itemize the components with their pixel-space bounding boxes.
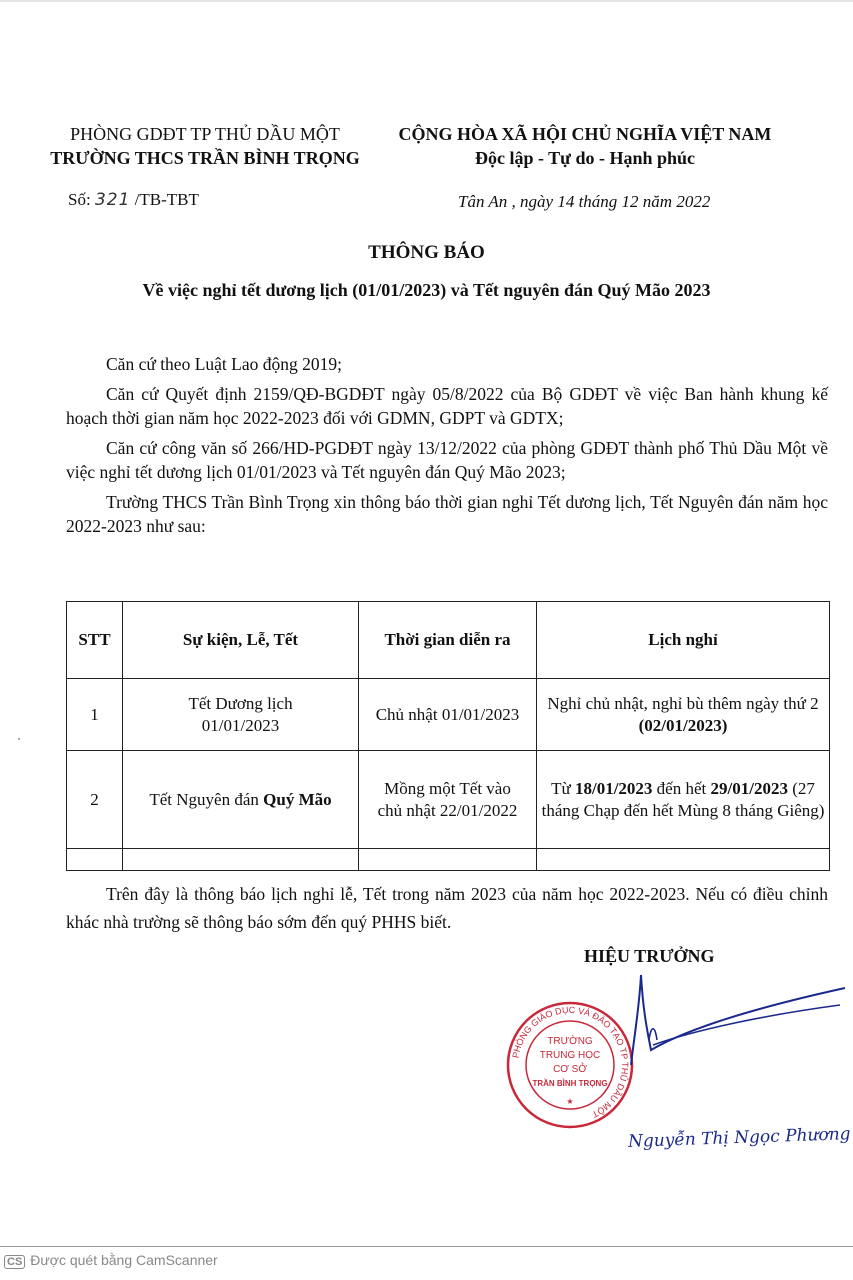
org-line-2: TRƯỜNG THCS TRẦN BÌNH TRỌNG: [50, 148, 360, 168]
national-motto: [380, 122, 790, 170]
row1-event: [123, 679, 359, 751]
scanner-divider: [0, 1246, 853, 1247]
nation-line-1: CỘNG HÒA XÃ HỘI CHỦ NGHĨA VIỆT NAM: [398, 124, 772, 144]
table-row: [67, 679, 830, 751]
empty-cell: [67, 849, 123, 871]
row2-event-bold: Quý Mão: [263, 789, 332, 809]
issuing-organization: [40, 122, 370, 170]
scan-speck: [18, 738, 20, 740]
stamp-star-icon: ★: [566, 1097, 574, 1106]
row1-schedule-date: (02/01/2023): [638, 715, 728, 735]
principal-name: Nguyễn Thị Ngọc Phương: [627, 1124, 851, 1152]
row1-time: Chủ nhật 01/01/2023: [359, 679, 537, 751]
row2-sched-end: 29/01/2023: [710, 778, 788, 798]
row2-sched-from: Từ: [551, 778, 575, 798]
closing-text: Trên đây là thông báo lịch nghỉ lễ, Tết trong năm 2023 của năm học 2022-2023. Nếu có điều chỉnh khác nhà trường sẽ thông báo sớm đến quý PHHS biết.: [66, 884, 828, 932]
body-paragraph-4: Trường THCS Trần Bình Trọng xin thông báo thời gian nghỉ Tết dương lịch, Tết Nguyên đán năm học 2022-2023 như sau:: [66, 492, 828, 536]
stamp-line-4: TRẦN BÌNH TRỌNG: [532, 1079, 608, 1088]
row2-sched-start: 18/01/2023: [574, 778, 653, 798]
header-schedule: Lịch nghỉ: [537, 602, 830, 679]
table-row-empty: [67, 849, 830, 871]
stamp-line-3: CƠ SỞ: [553, 1064, 587, 1075]
nation-line-2: Độc lập - Tự do - Hạnh phúc: [474, 148, 696, 168]
header-time: Thời gian diễn ra: [359, 602, 537, 679]
row2-time-line2: chủ nhật 22/01/2022: [377, 800, 518, 820]
stamp-ring-text: PHÒNG GIÁO DỤC VÀ ĐÀO TẠO TP THỦ DẦU MỘT: [510, 1004, 631, 1120]
table-row: [67, 751, 830, 849]
document-body: [66, 352, 828, 544]
row2-sched-note: (27 tháng Chạp đến hết Mùng 8 tháng Giêng): [541, 778, 825, 820]
camscanner-watermark: [4, 1252, 218, 1269]
principal-signature: [625, 970, 850, 1080]
doc-number-handwritten: 321: [94, 190, 131, 210]
doc-number-suffix: /TB-TBT: [134, 190, 199, 209]
row1-event-name: Tết Dương lịch: [188, 693, 293, 713]
doc-number-prefix: Số:: [68, 190, 91, 209]
row2-time-line1: Mồng một Tết vào: [384, 778, 511, 798]
stamp-line-2: TRUNG HỌC: [539, 1050, 601, 1061]
date-line: Tân An , ngày 14 tháng 12 năm 2022: [458, 192, 711, 211]
empty-cell: [123, 849, 359, 871]
empty-cell: [537, 849, 830, 871]
row2-stt: 2: [67, 751, 123, 849]
closing-paragraph: [66, 880, 828, 936]
camscanner-logo-icon: CS: [4, 1255, 25, 1269]
row2-schedule: [537, 751, 830, 849]
signature-stroke-1: [631, 975, 845, 1065]
document-subtitle: Về việc nghỉ tết dương lịch (01/01/2023) và Tết nguyên đán Quý Mão 2023: [142, 280, 711, 300]
row1-stt: 1: [67, 679, 123, 751]
table-header-row: [67, 602, 830, 679]
signature-stroke-3: [649, 1029, 657, 1040]
empty-cell: [359, 849, 537, 871]
body-paragraph-1: Căn cứ theo Luật Lao động 2019;: [106, 354, 342, 374]
scan-edge-line: [0, 0, 853, 2]
org-line-1: PHÒNG GDĐT TP THỦ DẦU MỘT: [70, 124, 340, 144]
row1-schedule-text: Nghỉ chủ nhật, nghỉ bù thêm ngày thứ 2: [547, 693, 819, 713]
signature-stroke-2: [653, 1005, 840, 1045]
header-stt: STT: [67, 602, 123, 679]
row2-event: [123, 751, 359, 849]
row1-event-date: 01/01/2023: [201, 715, 280, 735]
body-paragraph-3: Căn cứ công văn số 266/HD-PGDĐT ngày 13/12/2022 của phòng GDĐT thành phố Thủ Dầu Một về việc nghỉ tết dương lịch 01/01/2023 và Tết nguyên đán Quý Mão 2023;: [66, 438, 828, 482]
principal-title: HIỆU TRƯỞNG: [584, 946, 715, 966]
row2-event-name: Tết Nguyên đán: [149, 789, 264, 809]
camscanner-text: Được quét bằng CamScanner: [30, 1252, 218, 1268]
row1-schedule: [537, 679, 830, 751]
stamp-line-1: TRƯỜNG: [547, 1036, 593, 1047]
row2-sched-to: đến hết: [652, 778, 711, 798]
header-event: Sự kiện, Lễ, Tết: [123, 602, 359, 679]
school-seal-stamp: [505, 1000, 635, 1130]
holiday-schedule-table: [66, 601, 830, 871]
document-number: [68, 190, 199, 210]
body-paragraph-2: Căn cứ Quyết định 2159/QĐ-BGDĐT ngày 05/8/2022 của Bộ GDĐT về việc Ban hành khung kế hoạch thời gian năm học 2022-2023 đối với GDMN, GDPT và GDTX;: [66, 384, 828, 428]
row2-time: [359, 751, 537, 849]
document-title: THÔNG BÁO: [368, 242, 485, 263]
